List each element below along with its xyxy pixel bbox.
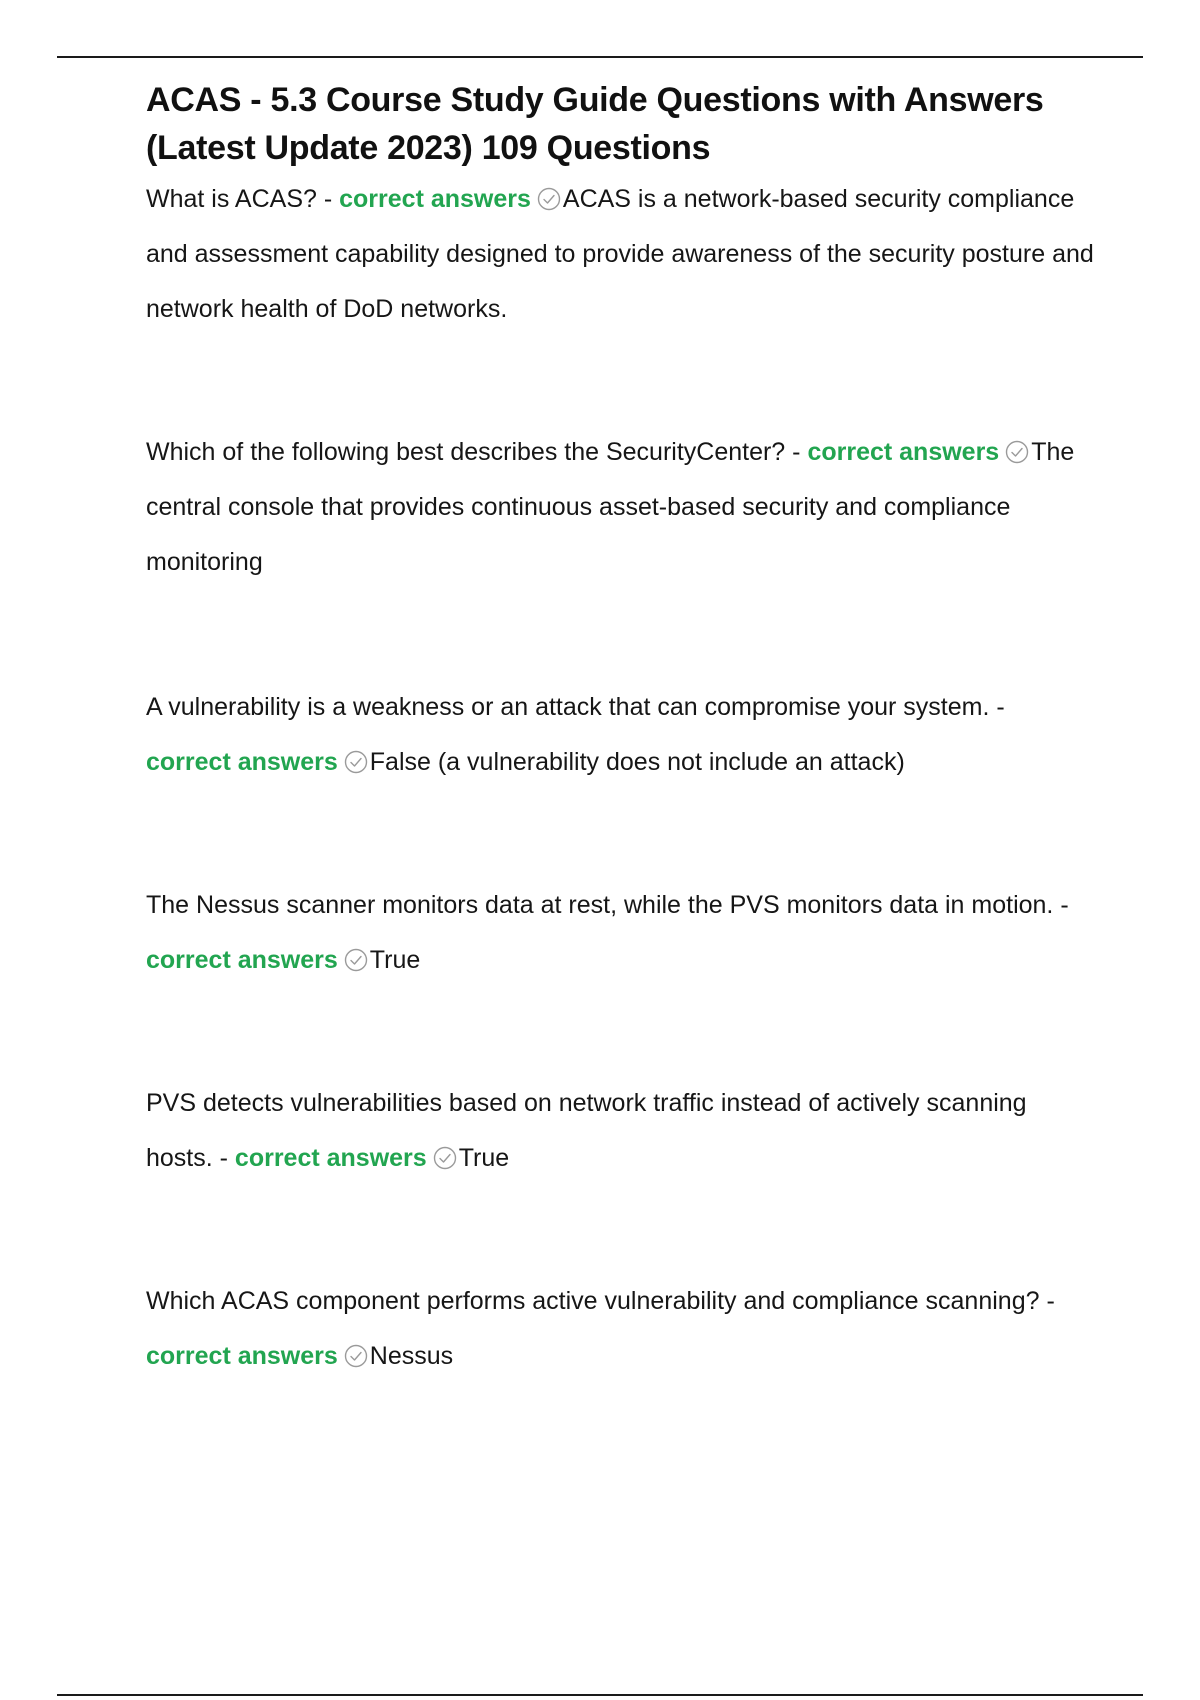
separator: - xyxy=(1053,891,1069,919)
document-body xyxy=(146,76,1096,1384)
check-circle-icon xyxy=(1005,440,1029,464)
answer-text: True xyxy=(369,946,421,974)
top-rule xyxy=(57,56,1143,58)
question-text: What is ACAS? xyxy=(146,185,317,213)
separator: - xyxy=(1039,1287,1055,1315)
answer-label: correct answers xyxy=(146,748,338,776)
qa-item xyxy=(146,1076,1096,1186)
check-circle-icon xyxy=(537,187,561,211)
qa-item xyxy=(146,1274,1096,1384)
check-circle-icon xyxy=(344,750,368,774)
separator: - xyxy=(212,1144,235,1172)
qa-item xyxy=(146,425,1096,590)
question-text: Which ACAS component performs active vulnerability and compliance scanning? xyxy=(146,1287,1040,1315)
answer-label: correct answers xyxy=(146,1342,338,1370)
question-text: The Nessus scanner monitors data at rest, while the PVS monitors data in motion. xyxy=(146,891,1054,919)
separator: - xyxy=(316,185,340,213)
answer-text: The central console that provides continuous asset-based security and compliance monitoring xyxy=(146,438,1075,576)
bottom-rule xyxy=(57,1694,1143,1696)
answer-label: correct answers xyxy=(807,438,1000,466)
separator: - xyxy=(989,693,1005,721)
qa-item xyxy=(146,172,1096,337)
question-text: A vulnerability is a weakness or an attack that can compromise your system. xyxy=(146,693,990,721)
check-circle-icon xyxy=(344,1344,368,1368)
answer-label: correct answers xyxy=(234,1144,427,1172)
check-circle-icon xyxy=(344,948,368,972)
separator: - xyxy=(785,438,808,466)
answer-text: ACAS is a network-based security compliance and assessment capability designed to provide awareness of the security posture and network health of DoD networks. xyxy=(146,185,1094,323)
answer-label: correct answers xyxy=(146,946,338,974)
qa-item xyxy=(146,878,1096,988)
answer-text: Nessus xyxy=(369,1342,454,1370)
check-circle-icon xyxy=(433,1146,457,1170)
question-text: Which of the following best describes the SecurityCenter? xyxy=(146,438,786,466)
page-title: ACAS - 5.3 Course Study Guide Questions with Answers (Latest Update 2023) 109 Questions xyxy=(146,81,1044,167)
answer-label: correct answers xyxy=(339,185,531,213)
question-text: PVS detects vulnerabilities based on network traffic instead of actively scanning hosts. xyxy=(146,1089,1027,1172)
answer-text: False (a vulnerability does not include an attack) xyxy=(369,748,905,776)
answer-text: True xyxy=(458,1144,510,1172)
qa-item xyxy=(146,680,1096,790)
